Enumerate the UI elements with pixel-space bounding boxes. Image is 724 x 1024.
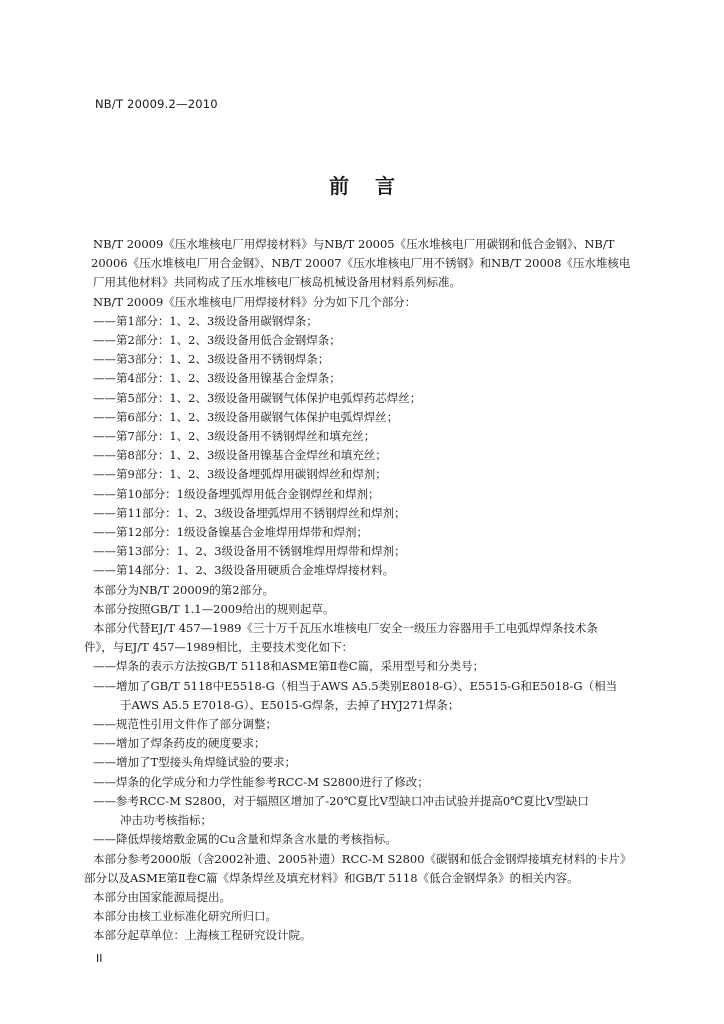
list-item: ——焊条的表示方法按GB/T 5118和ASME第Ⅱ卷C篇，采用型号和分类号； (93, 659, 485, 674)
list-item: ——第5部分：1、2、3级设备用碳钢气体保护电弧焊药芯焊丝； (93, 390, 422, 405)
list-item: ——规范性引用文件作了部分调整； (93, 717, 277, 732)
statement-line: 件》，与EJ/T 457—1989相比，主要技术变化如下： (84, 640, 354, 655)
list-item: ——第3部分：1、2、3级设备用不锈钢焊条； (93, 352, 330, 367)
list-item-continuation: 于AWS A5.5 E7018-G）、E5015-G焊条，去掉了HYJ271焊条； (120, 697, 460, 712)
intro-line: 厂用其他材料》共同构成了压水堆核电厂核岛机械设备用材料系列标准。 (93, 275, 461, 290)
intro-line: 20006《压水堆核电厂用合金钢》、NB/T 20007《压水堆核电厂用不锈钢》和NB/T 20008《压水堆核电 (91, 256, 631, 271)
closing-line: 本部分起草单位：上海核工程研究设计院。 (93, 928, 312, 943)
list-item: ——降低焊接熔敷金属的Cu含量和焊条含水量的考核指标。 (93, 832, 397, 847)
list-item: ——第8部分：1、2、3级设备用镍基合金焊丝和填充丝； (93, 448, 387, 463)
statement-line: 本部分代替EJ/T 457—1989《三十万千瓦压水堆核电厂安全一级压力容器用手工电弧焊焊条技术条 (93, 621, 598, 636)
list-item: ——第4部分：1、2、3级设备用镍基合金焊条； (93, 371, 341, 386)
list-item-continuation: 冲击功考核指标； (120, 813, 212, 828)
closing-line: 本部分由国家能源局提出。 (93, 889, 231, 904)
list-item: ——第7部分：1、2、3级设备用不锈钢焊丝和填充丝； (93, 429, 376, 444)
list-item: ——增加了焊条药皮的硬度要求； (93, 736, 266, 751)
list-item: ——第6部分：1、2、3级设备用碳钢气体保护电弧焊焊丝； (93, 409, 399, 424)
list-item: ——增加了GB/T 5118中E5518-G（相当于AWS A5.5类别E8018-G）、E5515-G和E5018-G（相当 (93, 678, 618, 693)
list-item: ——第1部分：1、2、3级设备用碳钢焊条； (93, 313, 318, 328)
closing-line: 部分以及ASME第Ⅱ卷C篇《焊条焊丝及填充材料》和GB/T 5118《低合金钢焊条》的相关内容。 (84, 870, 579, 885)
closing-line: 本部分参考2000版（含2002补遗、2005补遗）RCC-M S2800《碳钢和低合金钢焊接填充材料的卡片》 (93, 851, 632, 866)
standard-code: NB/T 20009.2—2010 (95, 97, 218, 111)
page-number: II (96, 952, 103, 965)
document-body (84, 235, 640, 946)
statement-line: 本部分按照GB/T 1.1—2009给出的规则起草。 (93, 601, 335, 616)
list-item: ——第2部分：1、2、3级设备用低合金钢焊条； (93, 333, 341, 348)
page-title: 前言 (329, 174, 421, 198)
statement-line: 本部分为NB/T 20009的第2部分。 (93, 582, 275, 597)
list-item: ——第11部分：1、2、3级设备埋弧焊用不锈钢焊丝和焊剂； (93, 505, 406, 520)
list-item: ——焊条的化学成分和力学性能参考RCC-M S2800进行了修改； (93, 774, 429, 789)
intro-line: NB/T 20009《压水堆核电厂用焊接材料》与NB/T 20005《压水堆核电厂用碳钢和低合金钢》、NB/T (93, 237, 615, 251)
closing-line: 本部分由核工业标准化研究所归口。 (93, 909, 277, 924)
list-item: ——第10部分：1级设备埋弧焊用低合金钢焊丝和焊剂； (93, 486, 380, 501)
intro-line: NB/T 20009《压水堆核电厂用焊接材料》分为如下几个部分： (93, 294, 417, 309)
list-item: ——第13部分：1、2、3级设备用不锈钢堆焊用焊带和焊剂； (93, 544, 406, 559)
list-item: ——增加了T型接头角焊缝试验的要求； (93, 755, 297, 770)
list-item: ——参考RCC-M S2800，对于辐照区增加了-20℃夏比V型缺口冲击试验并提高0℃夏比V型缺口 (93, 793, 589, 808)
list-item: ——第12部分：1级设备镍基合金堆焊用焊带和焊剂； (93, 525, 368, 540)
list-item: ——第14部分：1、2、3级设备用硬质合金堆焊焊接材料。 (93, 563, 395, 578)
list-item: ——第9部分：1、2、3级设备埋弧焊用碳钢焊丝和焊剂； (93, 467, 387, 482)
